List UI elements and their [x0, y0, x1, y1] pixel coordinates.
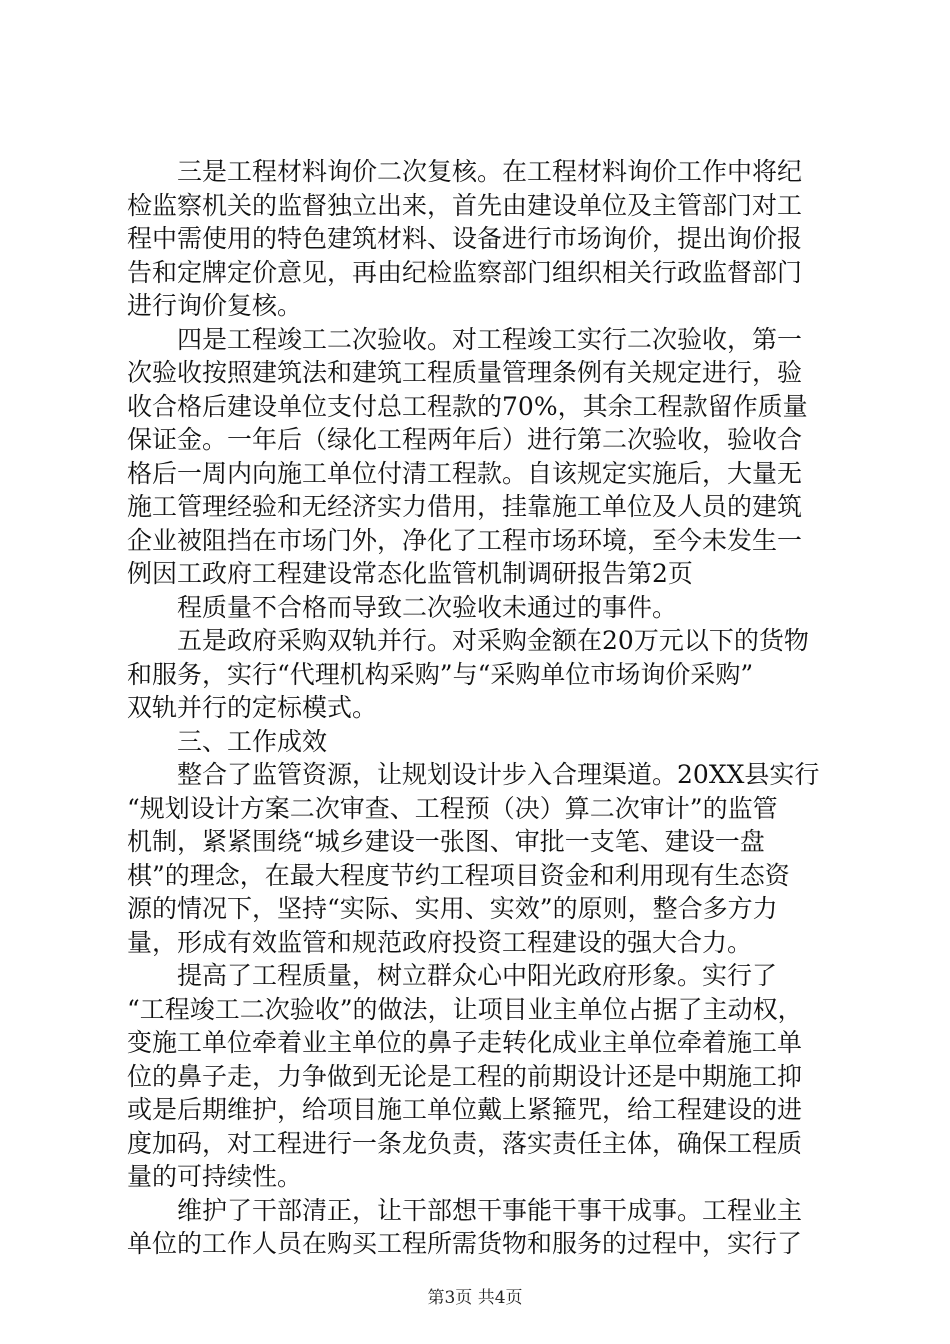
text-line: 四是工程竣工二次验收。对工程竣工实行二次验收，第一	[127, 324, 803, 354]
text-line: 或是后期维护，给项目施工单位戴上紧箍咒，给工程建设的进	[127, 1095, 803, 1124]
text-line: 进行询价复核。	[127, 291, 303, 320]
text-line: 位的鼻子走，力争做到无论是工程的前期设计还是中期施工抑	[127, 1061, 803, 1091]
text-line: 程中需使用的特色建筑材料、设备进行市场询价，提出询价报	[127, 224, 803, 253]
text-line: 单位的工作人员在购买工程所需货物和服务的过程中，实行了	[127, 1229, 803, 1258]
text-line: 施工管理经验和无经济实力借用，挂靠施工单位及人员的建筑	[127, 492, 803, 521]
text-line: 格后一周内向施工单位付清工程款。自该规定实施后，大量无	[127, 458, 803, 488]
text-line: 次验收按照建筑法和建筑工程质量管理条例有关规定进行，验	[127, 358, 803, 387]
text-line: 整合了监管资源，让规划设计步入合理渠道。20XX县实行	[127, 760, 820, 789]
text-line: 变施工单位牵着业主单位的鼻子走转化成业主单位牵着施工单	[127, 1028, 803, 1057]
text-line: 源的情况下，坚持“实际、实用、实效”的原则，整合多方力	[127, 894, 778, 923]
text-line: 三、工作成效	[127, 726, 328, 756]
page-footer: 第3页 共4页	[427, 1288, 523, 1308]
text-line: 度加码，对工程进行一条龙负责，落实责任主体，确保工程质	[127, 1128, 803, 1158]
text-line: “工程竣工二次验收”的做法，让项目业主单位占据了主动权，	[127, 994, 803, 1024]
text-line: 收合格后建设单位支付总工程款的70%，其余工程款留作质量	[127, 391, 808, 421]
text-line: 量的可持续性。	[127, 1162, 303, 1191]
text-line: 和服务，实行“代理机构采购”与“采购单位市场询价采购”	[127, 659, 754, 689]
text-line: 保证金。一年后（绿化工程两年后）进行第二次验收，验收合	[127, 425, 803, 454]
text-line: 提高了工程质量，树立群众心中阳光政府形象。实行了	[127, 961, 778, 990]
text-line: 告和定牌定价意见，再由纪检监察部门组织相关行政监督部门	[127, 257, 803, 287]
text-line: 机制，紧紧围绕“城乡建设一张图、审批一支笔、建设一盘	[127, 827, 765, 856]
text-line: 棋”的理念，在最大程度节约工程项目资金和利用现有生态资	[127, 860, 790, 890]
document-body	[127, 155, 827, 1261]
text-line: 维护了干部清正，让干部想干事能干事干成事。工程业主	[127, 1195, 803, 1225]
text-line: 企业被阻挡在市场门外，净化了工程市场环境，至今未发生一	[127, 525, 803, 555]
text-line: 检监察机关的监督独立出来，首先由建设单位及主管部门对工	[127, 190, 803, 220]
text-line: 程质量不合格而导致二次验收未通过的事件。	[127, 592, 678, 622]
text-line: “规划设计方案二次审查、工程预（决）算二次审计”的监管	[127, 793, 778, 823]
text-line: 双轨并行的定标模式。	[127, 693, 378, 722]
text-line: 三是工程材料询价二次复核。在工程材料询价工作中将纪	[127, 157, 803, 186]
text-line: 量，形成有效监管和规范政府投资工程建设的强大合力。	[127, 927, 753, 957]
text-line: 例因工政府工程建设常态化监管机制调研报告第2页	[127, 559, 693, 588]
text-line: 五是政府采购双轨并行。对采购金额在20万元以下的货物	[127, 626, 809, 655]
